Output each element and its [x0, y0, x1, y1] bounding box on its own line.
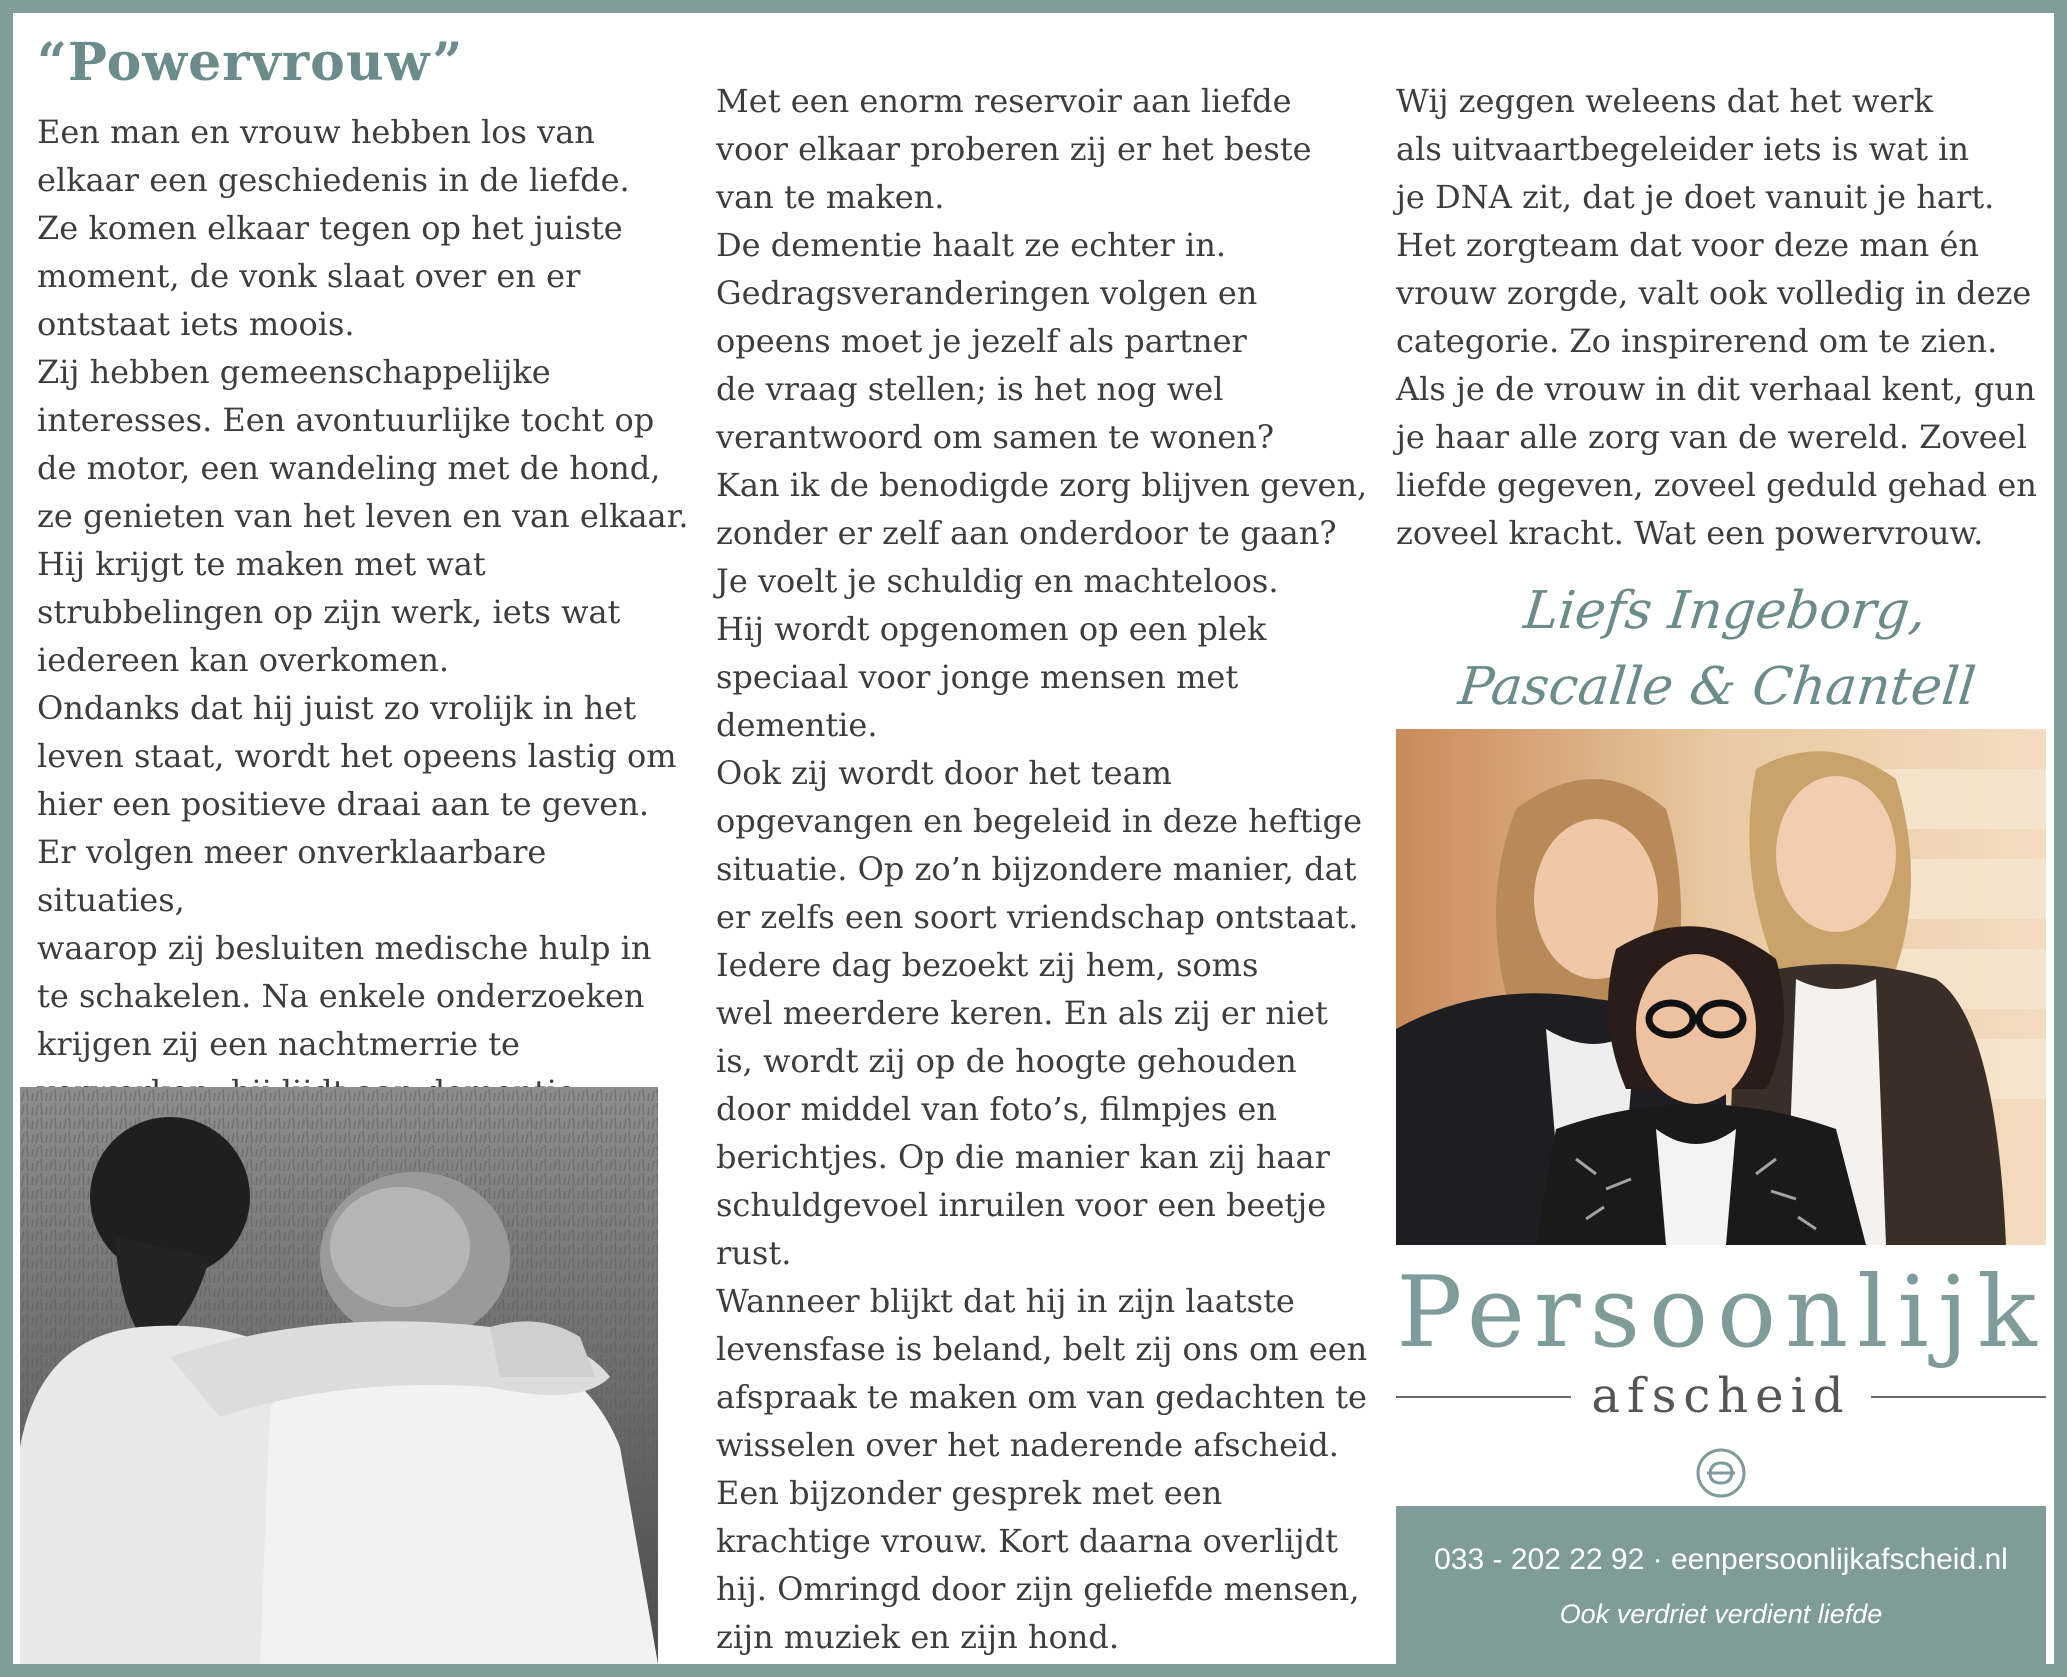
tagline: Ook verdriet verdient liefde [1559, 1599, 1883, 1629]
signature: Liefs Ingeborg, Pascalle & Chantell [1455, 581, 1979, 717]
brand-name-sub: afscheid [1591, 1368, 1851, 1424]
divider-line [1871, 1396, 2046, 1398]
brand-name-main: Persoonlijk [1396, 1256, 2046, 1370]
brand-subtitle-row [1396, 1368, 2046, 1424]
divider-line [1396, 1396, 1571, 1398]
article-column-3: Wij zeggen weleens dat het werk als uitvaartbegeleider iets is wat in je DNA zit, dat je doet vanuit je hart. Het zorgteam dat voor deze man én vrouw zorgde, valt ook volledig in deze categorie. Zo inspirerend om te zien. Als je de vrouw in dit verhaal kent, gun je haar alle zorg van de wereld. Zoveel liefde gegeven, zoveel geduld gehad en zoveel kracht. Wat een powervrouw. [1396, 82, 2037, 552]
couple-photo [20, 1087, 658, 1664]
team-photo [1396, 729, 2046, 1245]
article-column-2: Met een enorm reservoir aan liefde voor elkaar proberen zij er het beste van te maken. De dementie haalt ze echter in. Gedragsveranderingen volgen en opeens moet je jezelf als partner de vraag stellen; is het nog wel verantwoord om samen te wonen? Kan ik de benodigde zorg blijven geven, zonder er zelf aan onderdoor te gaan? Je voelt je schuldig en machteloos. Hij wordt opgenomen op een plek speciaal voor jonge mensen met dementie. Ook zij wordt door het team opgevangen en begeleid in deze heftige situatie. Op zo’n bijzondere manier, dat er zelfs een soort vriendschap ontstaat. Iedere dag bezoekt zij hem, soms wel meerdere keren. En als zij er niet is, wordt zij op de hoogte gehouden door middel van foto’s, filmpjes en berichtjes. Op die manier kan zij haar schuldgevoel inruilen voor een beetje rust. Wanneer blijkt dat hij in zijn laatste levensfase is beland, belt zij ons om een afspraak te maken om van gedachten te wisselen over het naderende afscheid. Een bijzonder gesprek met een krachtige vrouw. Kort daarna overlijdt hij. Omringd door zijn geliefde mensen, zijn muziek en zijn hond. [716, 82, 1368, 1656]
brand-logo-icon [1695, 1447, 1747, 1499]
article-column-1: Een man en vrouw hebben los van elkaar een geschiedenis in de liefde. Ze komen elkaar tegen op het juiste moment, de vonk slaat over en er ontstaat iets moois. Zij hebben gemeenschappelijke interesses. Een avontuurlijke tocht op de motor, een wandeling met de hond, ze genieten van het leven en van elkaar. Hij krijgt te maken met wat strubbelingen op zijn werk, iets wat iedereen kan overkomen. Ondanks dat hij juist zo vrolijk in het leven staat, wordt het opeens lastig om hier een positieve draai aan te geven. Er volgen meer onverklaarbare situaties, waarop zij besluiten medische hulp in te schakelen. Na enkele onderzoeken krijgen zij een nachtmerrie te [37, 113, 689, 1063]
article-page [13, 13, 2054, 1664]
article-title: “Powervrouw” [37, 32, 464, 93]
contact-box [1396, 1506, 2046, 1664]
contact-info: 033 - 202 22 92 · eenpersoonlijkafscheid.nl [1434, 1543, 2008, 1576]
